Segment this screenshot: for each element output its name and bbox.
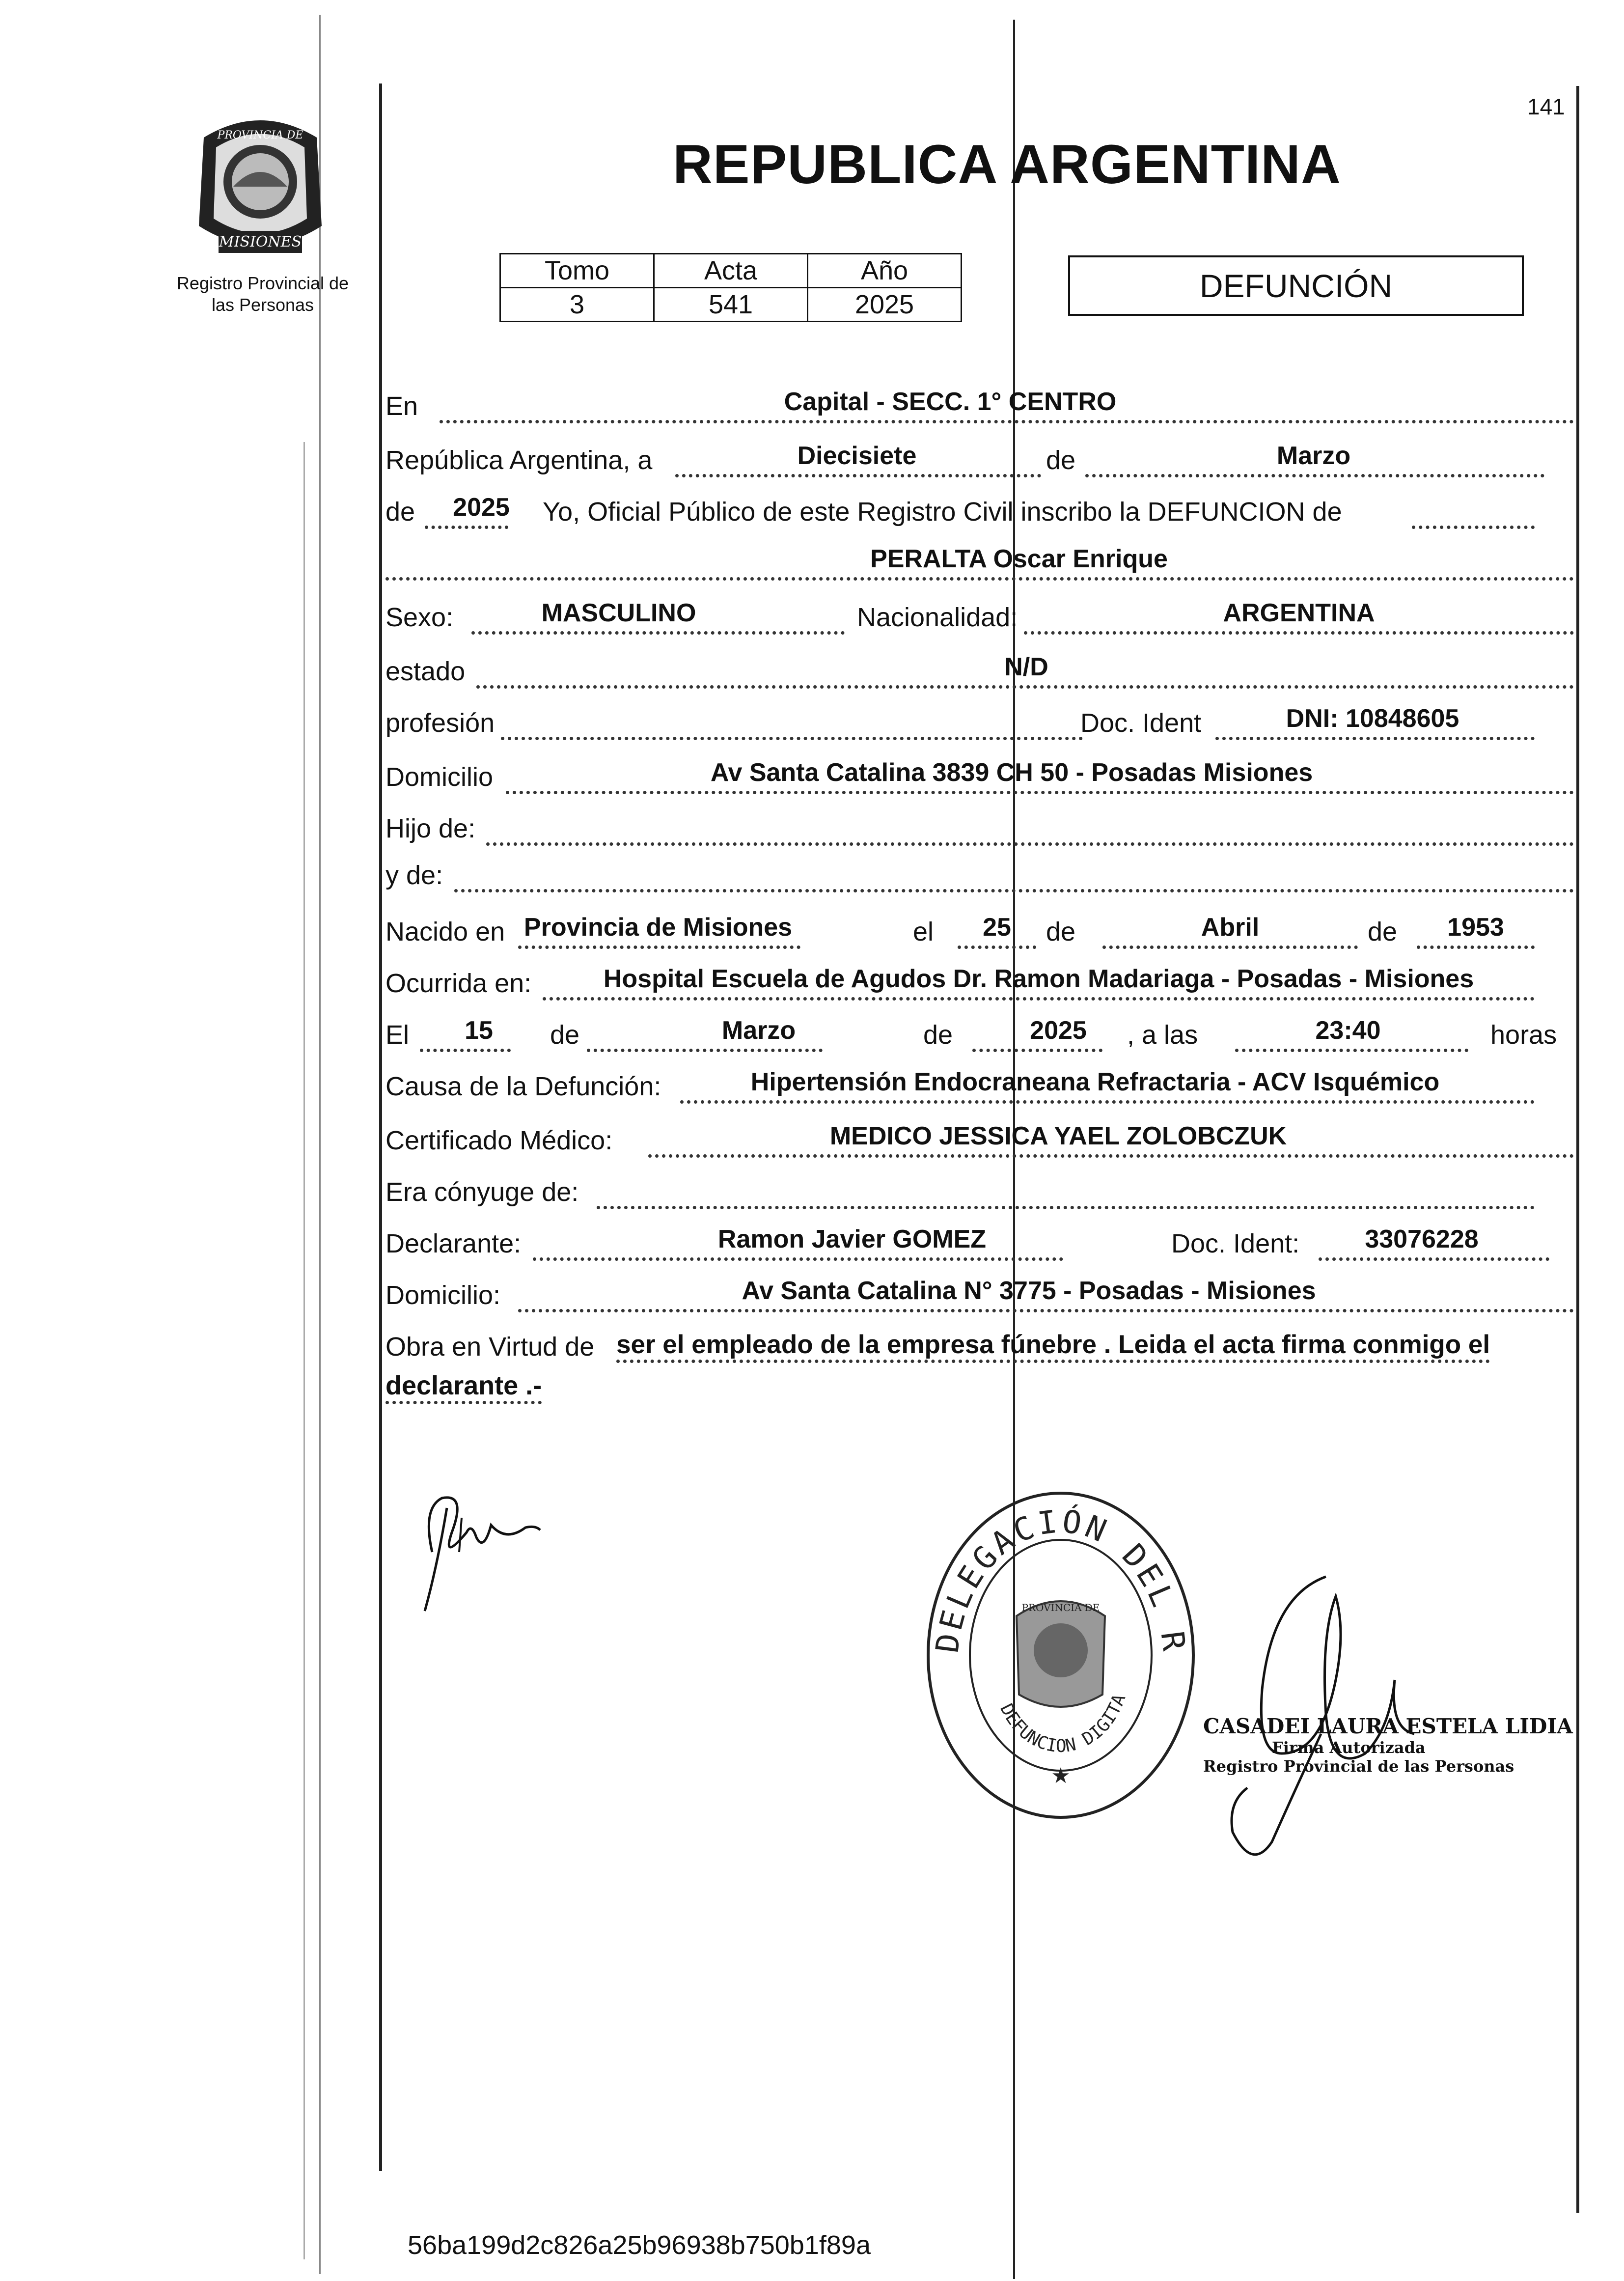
row-declarant [385,1216,1574,1265]
birth-place-value: Provincia de Misiones [523,913,793,942]
date-de-label: de [1046,445,1076,475]
birth-de-label-1: de [1046,917,1076,946]
certificate-value: MEDICO JESSICA YAEL ZOLOBCZUK [829,1122,1287,1150]
ano-header: Año [808,254,962,288]
certificate-label: Certificado Médico: [385,1126,613,1155]
death-month-value: Marzo [721,1016,796,1045]
death-hours-label: horas [1490,1020,1557,1050]
page-title: REPUBLICA ARGENTINA [673,134,1341,195]
province-logo [189,108,331,260]
tomo-value: 3 [500,288,654,322]
tomo-header: Tomo [500,254,654,288]
registry-label-line1: Registro Provincial de [176,273,349,293]
death-day-value: 15 [465,1016,493,1045]
deceased-name-value: PERALTA Oscar Enrique [870,545,1168,573]
svg-text:MISIONES: MISIONES [219,233,302,250]
authority-signature [1208,1567,1434,1874]
death-time-value: 23:40 [1315,1016,1381,1045]
authority-role: Firma Autorizada [1272,1738,1426,1757]
svg-text:★: ★ [1051,1764,1071,1788]
ano-value: 2025 [808,288,962,322]
svg-text:DELEGACIÓN DEL REGISTRO DE LAS: DELEGACIÓN DEL R [929,1503,1192,1656]
row-deceased-name [385,535,1574,584]
sex-value: MASCULINO [541,599,696,627]
sex-label: Sexo: [385,603,454,632]
birth-de-label-2: de [1368,917,1398,946]
record-table [499,253,962,322]
registry-label-line2: las Personas [211,295,314,315]
nationality-value: ARGENTINA [1223,599,1375,627]
civil-status-label: estado [385,657,466,686]
registry-label [157,273,368,316]
occurred-label: Ocurrida en: [385,969,532,998]
row-year [385,484,1574,533]
row-certificate [385,1113,1574,1162]
virtue-text-line2: declarante .- [385,1370,542,1404]
doc-ident-label: Doc. Ident [1080,708,1202,738]
row-place [385,378,1574,427]
birth-year-value: 1953 [1447,913,1504,942]
declarant-label: Declarante: [385,1229,522,1258]
virtue-text-line1: ser el empleado de la empresa fúnebre . Leida el acta firma conmigo el [616,1330,1490,1363]
profession-label: profesión [385,708,495,738]
declarant-address-label: Domicilio: [385,1280,501,1310]
right-margin-line [1576,86,1579,2213]
birth-el-label: el [912,917,934,946]
and-of-fill [454,855,1574,892]
address-label: Domicilio [385,762,494,792]
death-year-value: 2025 [1030,1016,1087,1045]
left-margin-line [379,83,382,2171]
place-value: Capital - SECC. 1° CENTRO [784,388,1117,416]
death-at-label: , a las [1127,1020,1198,1050]
left-binding-line [319,15,321,2274]
svg-text:PROVINCIA DE: PROVINCIA DE [1021,1602,1100,1613]
row-address [385,749,1574,798]
declarant-value: Ramon Javier GOMEZ [717,1225,987,1253]
spouse-label: Era cónyuge de: [385,1177,579,1207]
row-sex-nationality [385,589,1574,639]
row-cause [385,1058,1574,1108]
spouse-fill [597,1171,1535,1209]
document-type: DEFUNCIÓN [1199,267,1393,304]
occurred-value: Hospital Escuela de Agudos Dr. Ramon Madariaga - Posadas - Misiones [603,965,1474,993]
cause-value: Hipertensión Endocraneana Refractaria - ACV Isquémico [750,1068,1440,1096]
authority-name: CASADEI LAURA ESTELA LIDIA [1203,1714,1573,1738]
and-of-label: y de: [385,861,443,890]
child-of-label: Hijo de: [385,814,476,843]
row-and-of [385,847,1574,896]
death-el-label: El [385,1020,410,1050]
birth-day-value: 25 [983,913,1011,942]
row-death-date [385,1007,1574,1056]
year-value: 2025 [453,493,510,522]
birth-label: Nacido en [385,917,505,946]
declarant-address-value: Av Santa Catalina N° 3775 - Posadas - Misiones [742,1277,1316,1305]
acta-value: 541 [654,288,808,322]
place-label: En [385,391,418,421]
year-trailing-fill [1412,491,1535,529]
svg-text:DEFUNCION DIGITAL: DEFUNCION DIGITA [996,1691,1130,1756]
page-number: 141 [1527,94,1565,119]
declarant-doc-label: Doc. Ident: [1171,1229,1300,1258]
virtue-label: Obra en Virtud de [385,1332,595,1362]
row-birth [385,904,1574,953]
child-of-fill [486,808,1574,846]
svg-text:PROVINCIA DE: PROVINCIA DE [217,129,303,141]
official-signature [413,1478,550,1623]
doc-ident-value: DNI: 10848605 [1286,704,1459,733]
left-binding-line-2 [303,442,305,2259]
birth-month-value: Abril [1201,913,1260,942]
row-profession [385,695,1574,744]
document-type-box [1068,255,1524,316]
registry-stamp [923,1488,1198,1825]
nationality-label: Nacionalidad: [857,603,1018,632]
row-declarant-address [385,1267,1574,1316]
document-hash: 56ba199d2c826a25b96938b750b1f89a [408,2230,871,2260]
death-de-label-1: de [550,1020,580,1050]
civil-status-value: N/D [1004,653,1048,681]
address-value: Av Santa Catalina 3839 CH 50 - Posadas Misiones [710,758,1313,787]
declarant-doc-value: 33076228 [1365,1225,1479,1253]
row-child-of [385,801,1574,850]
row-occurred [385,955,1574,1004]
profession-fill [501,702,1083,740]
row-date [385,432,1574,481]
row-virtue [385,1319,1574,1368]
authority-office: Registro Provincial de las Personas [1203,1757,1514,1776]
death-de-label-2: de [923,1020,953,1050]
date-prefix-label: República Argentina, a [385,445,653,475]
date-month-value: Marzo [1276,442,1351,470]
acta-header: Acta [654,254,808,288]
row-spouse [385,1164,1574,1213]
row-civil-status [385,643,1574,693]
year-statement-text: Yo, Oficial Público de este Registro Civil inscribo la DEFUNCION de [543,497,1342,527]
cause-label: Causa de la Defunción: [385,1072,661,1101]
date-day-value: Diecisiete [797,442,917,470]
year-de-label: de [385,497,415,527]
